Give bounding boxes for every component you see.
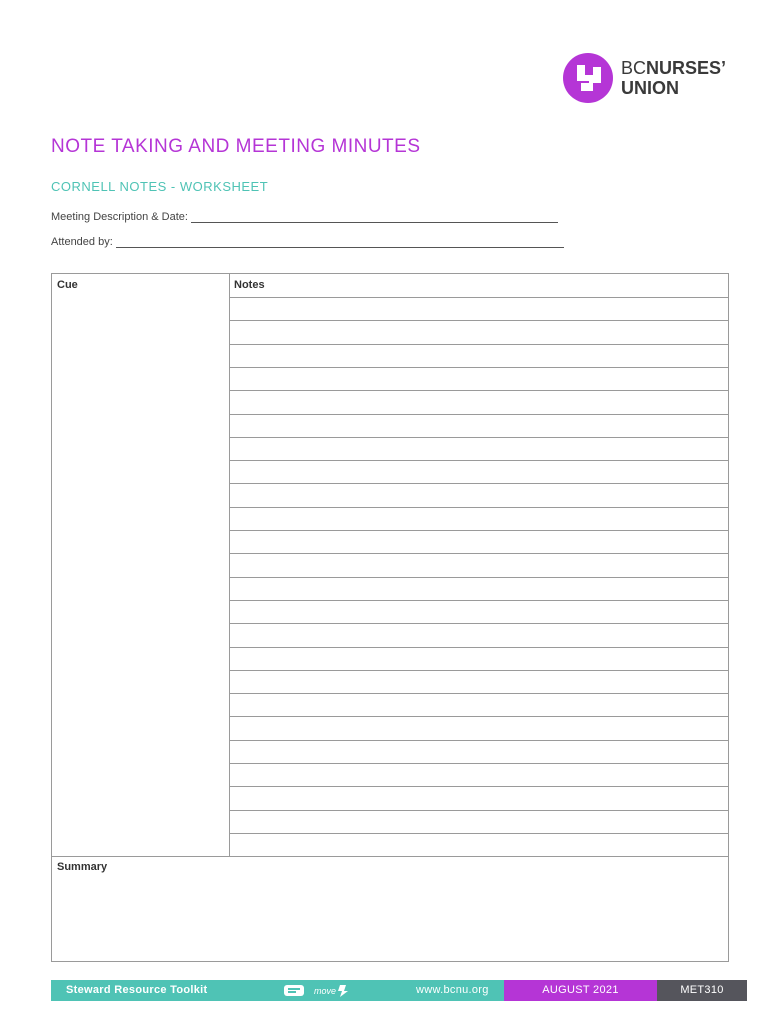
logo-wordmark (621, 58, 726, 98)
note-rule-line (229, 577, 728, 578)
meeting-description-field[interactable] (51, 211, 558, 223)
note-rule-line (229, 460, 728, 461)
note-rule-line (229, 437, 728, 438)
summary-heading: Summary (57, 861, 108, 873)
note-rule-line (229, 740, 728, 741)
footer-bar (51, 980, 747, 1001)
move-logo-icon (284, 983, 364, 998)
note-rule-line (229, 530, 728, 531)
note-rule-line (229, 833, 728, 834)
logo-text-bc: BC (621, 58, 647, 78)
note-rule-line (229, 670, 728, 671)
note-rule-line (229, 344, 728, 345)
note-rule-line (229, 297, 728, 298)
note-rule-line (229, 763, 728, 764)
note-rule-line (229, 507, 728, 508)
note-rule-line (229, 647, 728, 648)
note-rule-line (229, 414, 728, 415)
meeting-description-blank[interactable] (191, 212, 558, 223)
note-rule-line (229, 786, 728, 787)
cue-column[interactable] (52, 274, 230, 856)
footer-website[interactable]: www.bcnu.org (416, 984, 489, 996)
footer-date: AUGUST 2021 (504, 980, 657, 1001)
logo-text-nurses: NURSES’ (646, 58, 727, 78)
document-subtitle: CORNELL NOTES - WORKSHEET (51, 179, 269, 194)
document-title: NOTE TAKING AND MEETING MINUTES (51, 136, 421, 157)
note-rule-line (229, 367, 728, 368)
note-rule-line (229, 390, 728, 391)
attended-by-field[interactable] (51, 236, 564, 248)
cornell-notes-sheet (51, 273, 729, 962)
footer-toolkit-label: Steward Resource Toolkit (66, 984, 208, 996)
note-rule-line (229, 320, 728, 321)
footer-toolkit (51, 980, 504, 1001)
meeting-description-label: Meeting Description & Date: (51, 211, 188, 223)
attended-by-blank[interactable] (116, 237, 564, 248)
summary-section[interactable] (52, 856, 728, 962)
logo-text-union: UNION (621, 78, 679, 98)
note-rule-line (229, 553, 728, 554)
note-rule-line (229, 716, 728, 717)
notes-heading: Notes (234, 279, 265, 291)
note-rule-line (229, 810, 728, 811)
notes-column[interactable] (229, 274, 728, 856)
move-logo-text: move (314, 986, 337, 996)
note-rule-line (229, 483, 728, 484)
cue-heading: Cue (57, 279, 78, 291)
note-rule-line (229, 623, 728, 624)
bcnu-logo (563, 53, 726, 103)
note-rule-line (229, 600, 728, 601)
note-rule-line (229, 693, 728, 694)
attended-by-label: Attended by: (51, 236, 113, 248)
bcnu-logo-icon (563, 53, 613, 103)
footer-doc-code: MET310 (657, 980, 747, 1001)
